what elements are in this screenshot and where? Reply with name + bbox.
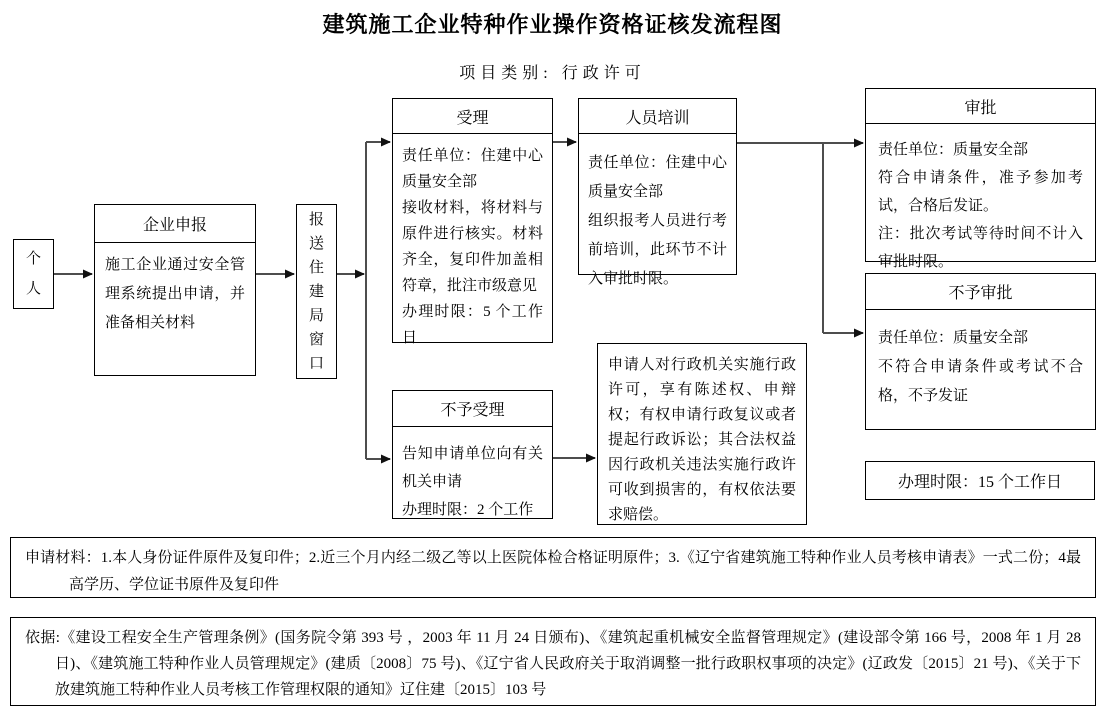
node-not-accept-body: 告知申请单位向有关机关申请 办理时限：2 个工作 (402, 446, 543, 518)
node-personnel-training-body: 责任单位：住建中心质量安全部 组织报考人员进行考前培训，此环节不计入审批时限。 (588, 155, 727, 287)
project-category-subtitle: 项目类别: 行政许可 (459, 65, 646, 82)
node-approve (865, 88, 1096, 270)
node-person-label: 个人 (25, 251, 41, 297)
node-disapprove (865, 273, 1096, 430)
node-disapprove-title: 不予审批 (866, 274, 1095, 310)
node-accept-title: 受理 (393, 99, 552, 134)
node-report-window-label: 报送住建局窗口 (308, 211, 324, 372)
node-legal-basis (10, 617, 1096, 706)
node-application-materials-body: 申请材料：1.本人身份证件原件及复印件；2.近三个月内经二级乙等以上医院体检合格证明原件；3.《辽宁省建筑施工特种作业人员考核申请表》一式二份；4最高学历、学位证书原件及复印件 (25, 550, 1081, 593)
node-time-limit: 办理时限：15 个工作日 (865, 461, 1095, 500)
node-accept (392, 98, 553, 346)
node-approve-title: 审批 (866, 89, 1095, 124)
node-personnel-training (578, 98, 737, 287)
node-enterprise-declare-title: 企业申报 (95, 205, 255, 243)
node-approve-body: 责任单位：质量安全部 符合申请条件，准予参加考试，合格后发证。 注：批次考试等待时间不计入审批时限。 (878, 142, 1083, 270)
node-person (13, 239, 54, 309)
node-application-materials (10, 537, 1096, 598)
node-not-accept-title: 不予受理 (393, 391, 552, 427)
node-enterprise-declare-body: 施工企业通过安全管理系统提出申请，并准备相关材料 (105, 257, 245, 331)
node-report-window (296, 204, 337, 379)
page-title: 建筑施工企业特种作业操作资格证核发流程图 (322, 12, 783, 37)
node-applicant-rights-body: 申请人对行政机关实施行政许可，享有陈述权、申辩权；有权申请行政复议或者提起行政诉讼；其合法权益因行政机关违法实施行政许可收到损害的，有权依法要求赔偿。 (608, 357, 796, 523)
node-not-accept (392, 390, 553, 519)
node-disapprove-body: 责任单位：质量安全部 不符合申请条件或考试不合格，不予发证 (878, 330, 1083, 404)
node-accept-body: 责任单位：住建中心质量安全部 接收材料，将材料与原件进行核实。材料齐全，复印件加盖相符章，批注市级意见 办理时限：5 个工作日 (402, 148, 543, 346)
node-legal-basis-body: 依据:《建设工程安全生产管理条例》(国务院令第 393 号 ，2003 年 11 月 24 日颁布)、《建筑起重机械安全监督管理规定》(建设部令第 166 号，2008 年 1 月 28 日)、《建筑施工特种作业人员管理规定》(建质〔2008〕75 号)、《辽宁省人民政府关于取消调整一批行政职权事项的决定》(辽政发〔2015〕21 号)、《关于下放建筑施工特种作业人员考核工作管理权限的通知》辽住建〔2015〕103 号 (25, 630, 1081, 698)
node-enterprise-declare (94, 204, 256, 376)
node-applicant-rights (597, 343, 807, 525)
node-personnel-training-title: 人员培训 (579, 99, 736, 134)
